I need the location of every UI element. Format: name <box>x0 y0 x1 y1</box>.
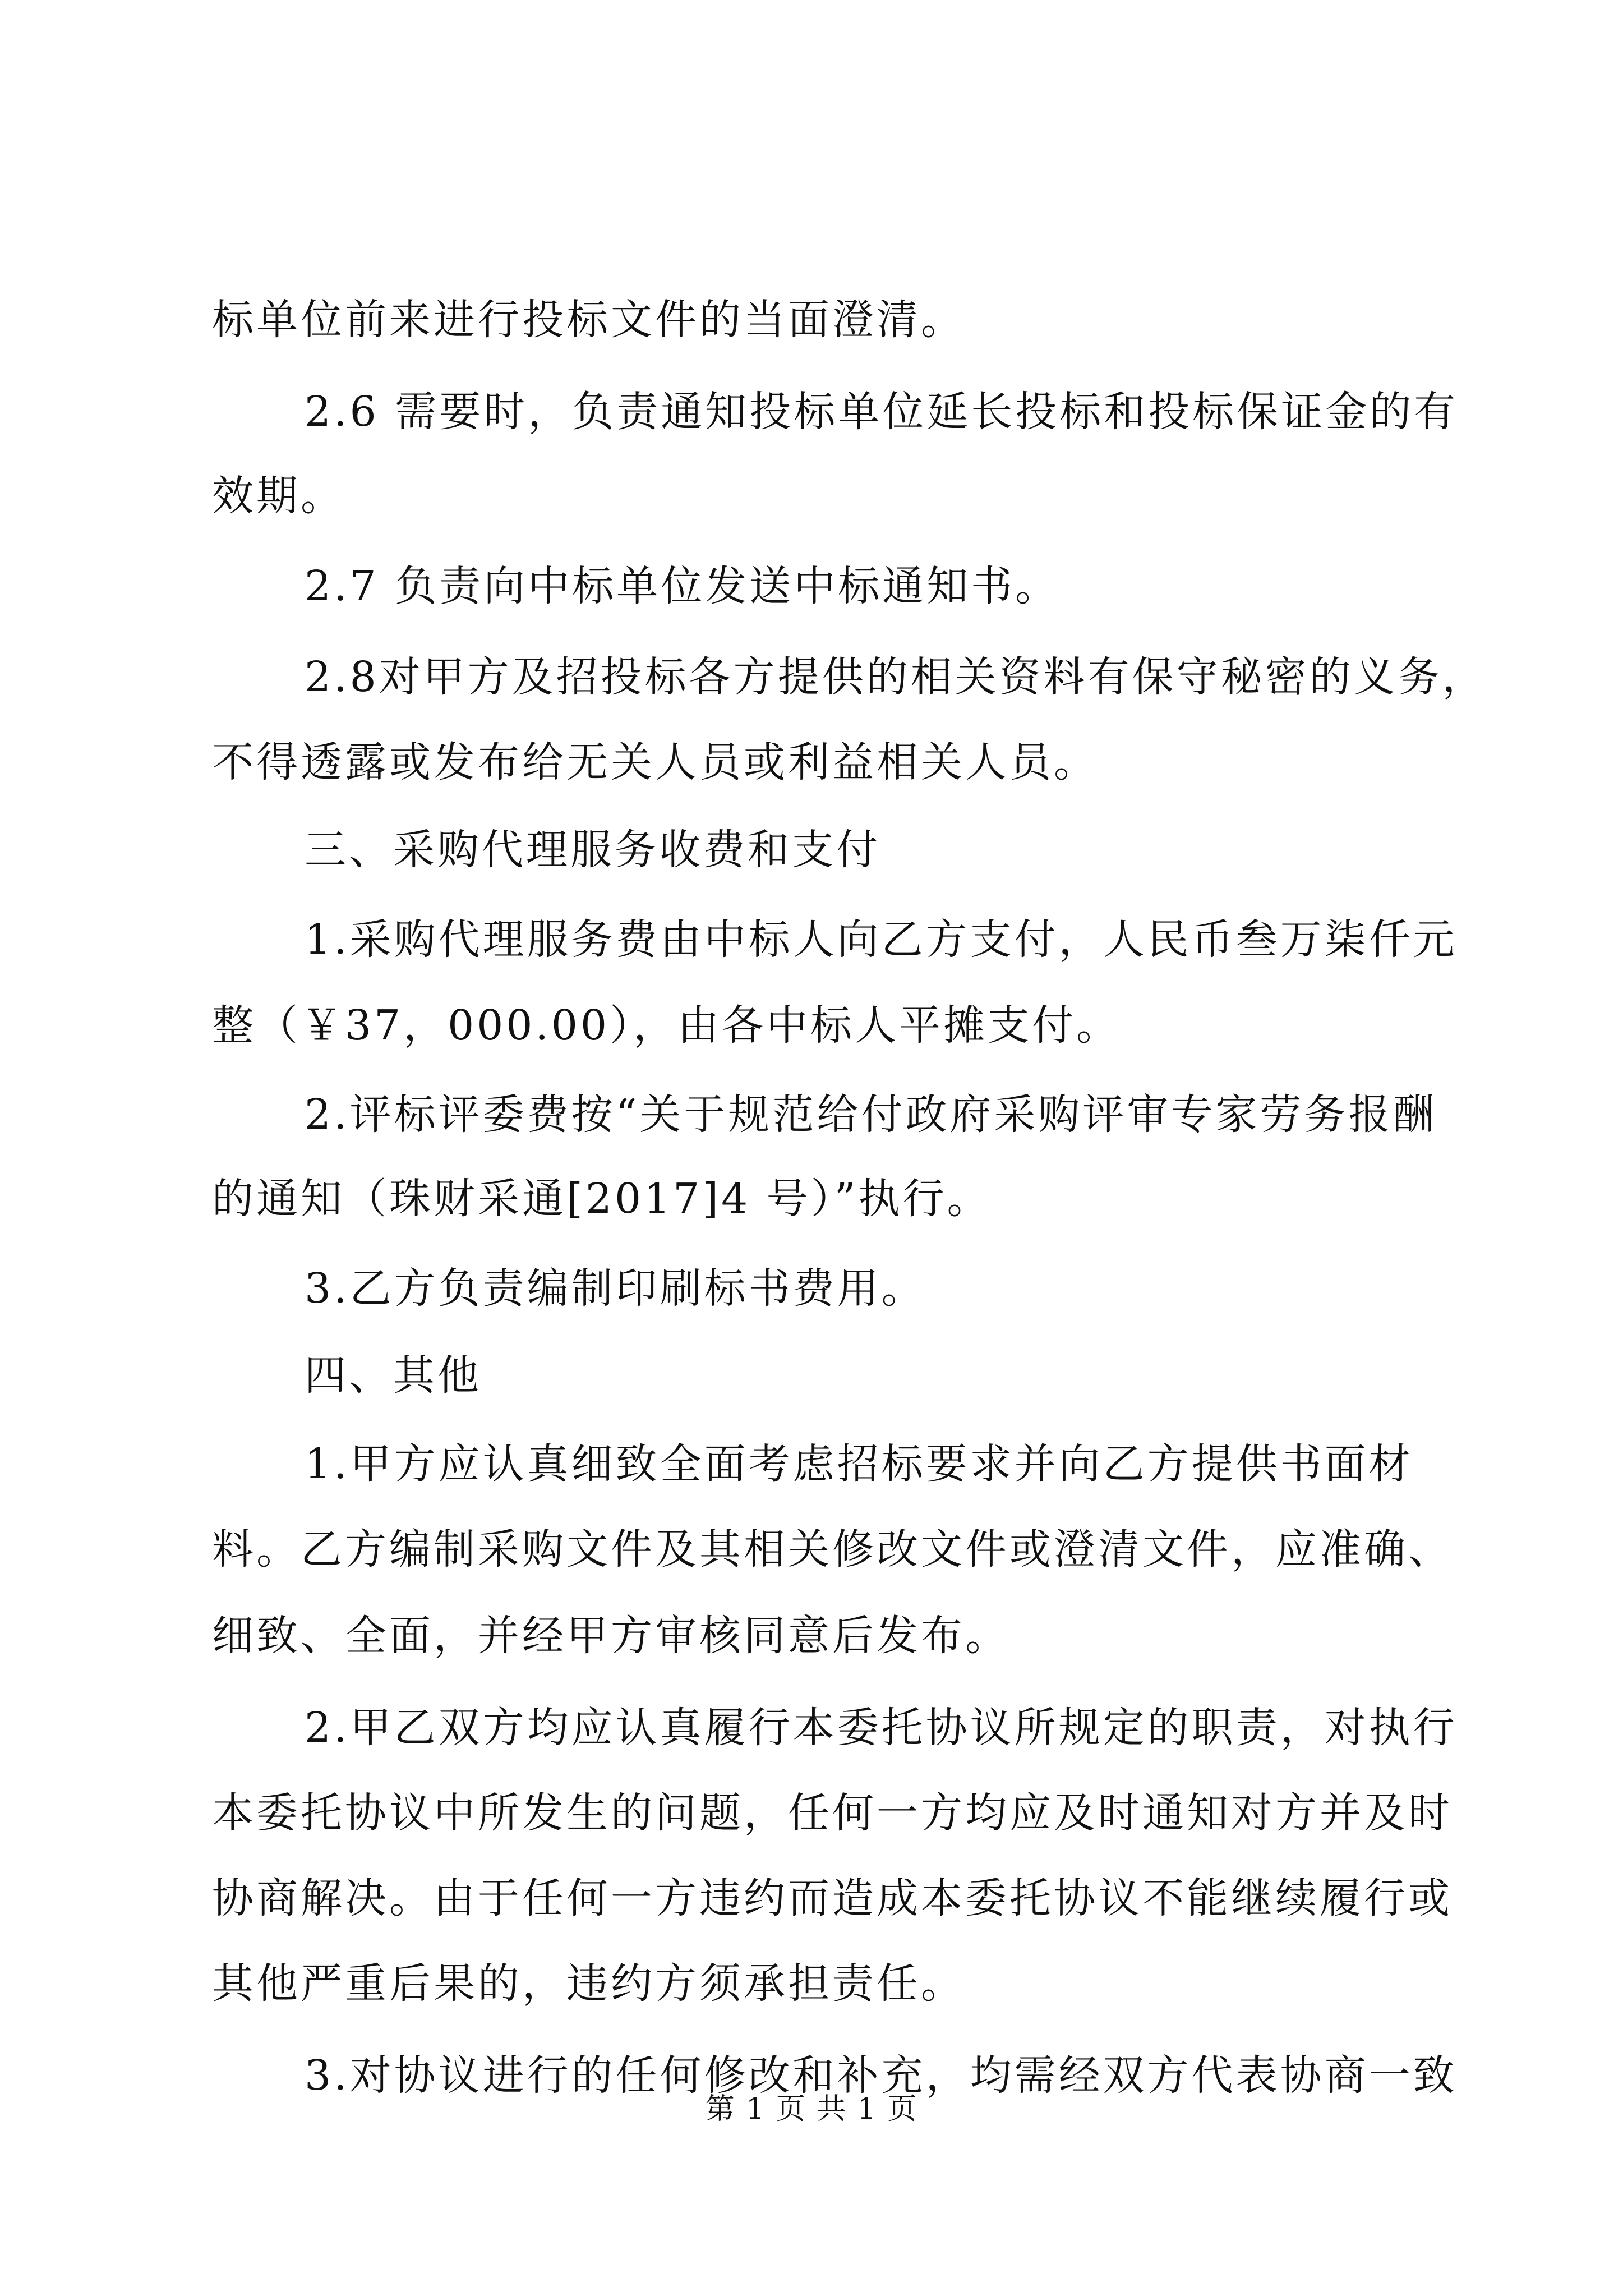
paragraph-line: 2.甲乙双方均应认真履行本委托协议所规定的职责，对执行 <box>305 1704 1458 1752</box>
page-number-footer: 第 1 页 共 1 页 <box>705 2092 918 2126</box>
paragraph-line: 效期。 <box>212 472 345 520</box>
paragraph-line: 1.采购代理服务费由中标人向乙方支付，人民币叁万柒仟元 <box>305 915 1458 964</box>
section-heading: 三、采购代理服务收费和支付 <box>305 826 880 874</box>
paragraph-line: 整（￥37，000.00），由各中标人平摊支付。 <box>212 1001 1121 1050</box>
paragraph-line: 料。乙方编制采购文件及其相关修改文件或澄清文件，应准确、 <box>212 1525 1453 1573</box>
paragraph-line: 1.甲方应认真细致全面考虑招标要求并向乙方提供书面材 <box>305 1440 1413 1488</box>
section-heading: 四、其他 <box>305 1351 482 1400</box>
paragraph-line: 其他严重后果的，违约方须承担责任。 <box>212 1959 965 2008</box>
paragraph-line: 3.对协议进行的任何修改和补充，均需经双方代表协商一致 <box>305 2051 1458 2100</box>
paragraph-line: 不得透露或发布给无关人员或利益相关人员。 <box>212 738 1098 786</box>
paragraph-line: 细致、全面，并经甲方审核同意后发布。 <box>212 1612 1009 1660</box>
paragraph-line: 2.6 需要时，负责通知投标单位延长投标和投标保证金的有 <box>305 388 1459 436</box>
paragraph-line: 2.8对甲方及招投标各方提供的相关资料有保守秘密的义务， <box>305 653 1487 701</box>
paragraph-line: 标单位前来进行投标文件的当面澄清。 <box>212 296 965 344</box>
paragraph-line: 2.评标评委费按“关于规范给付政府采购评审专家劳务报酬 <box>305 1091 1437 1139</box>
paragraph-line: 3.乙方负责编制印刷标书费用。 <box>305 1264 926 1313</box>
paragraph-line: 本委托协议中所发生的问题，任何一方均应及时通知对方并及时 <box>212 1789 1453 1837</box>
paragraph-line: 的通知（珠财采通[2017]4 号）”执行。 <box>212 1175 992 1223</box>
paragraph-line: 协商解决。由于任何一方违约而造成本委托协议不能继续履行或 <box>212 1874 1453 1922</box>
paragraph-line: 2.7 负责向中标单位发送中标通知书。 <box>305 562 1060 610</box>
